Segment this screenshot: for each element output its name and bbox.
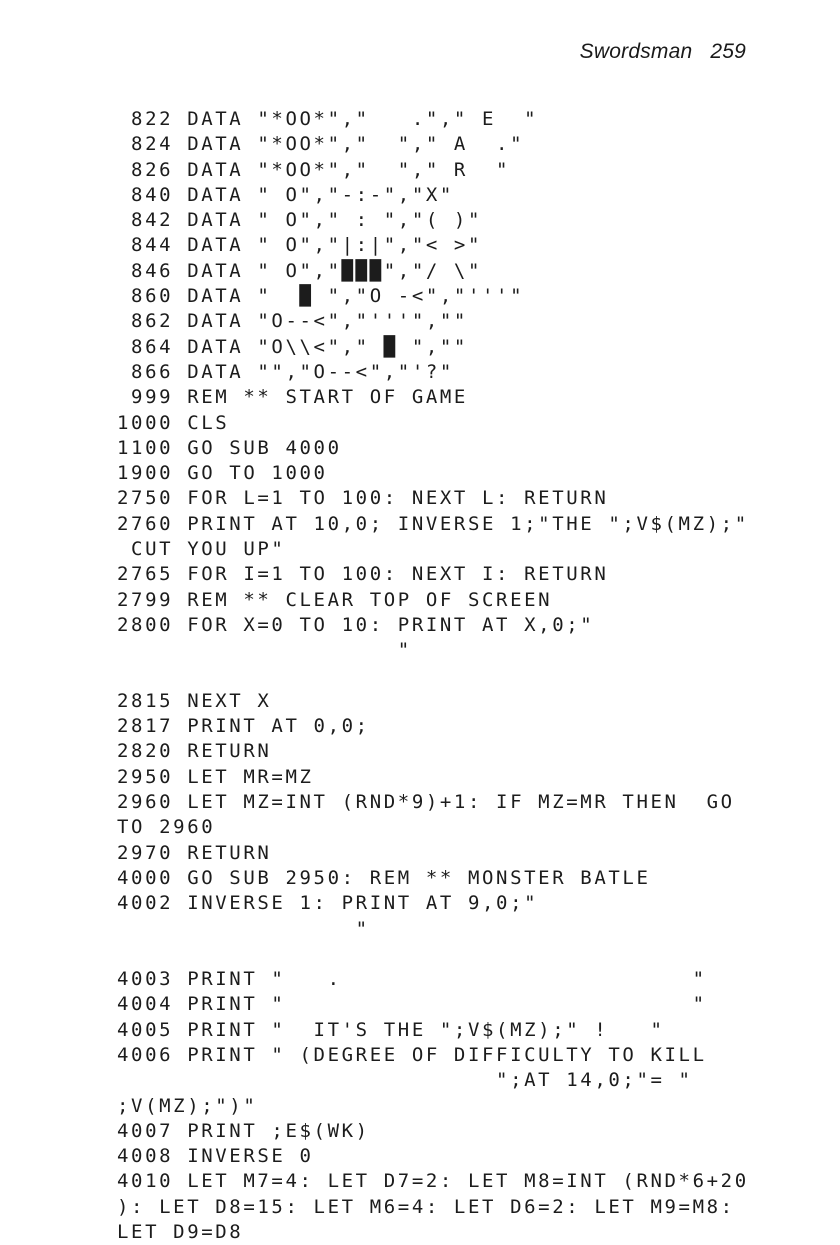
code-line: 4008 INVERSE 0: [117, 1145, 314, 1168]
code-line: [117, 942, 797, 967]
code-line: 4005 PRINT " IT'S THE ";V$(MZ);" ! ": [117, 1018, 665, 1041]
code-line: 860 DATA " █ ","O -<","'''": [117, 285, 525, 308]
code-line: ): LET D8=15: LET M6=4: LET D6=2: LET M9=M8:: [117, 1195, 735, 1218]
code-line: 4002 INVERSE 1: PRINT AT 9,0;": [117, 892, 539, 915]
code-line: 842 DATA " O"," : ","( )": [117, 209, 483, 232]
code-line: 1900 GO TO 1000: [117, 462, 328, 485]
code-line: 2970 RETURN: [117, 841, 272, 864]
code-line: 2817 PRINT AT 0,0;: [117, 715, 370, 738]
code-line: 840 DATA " O","-:-","X": [117, 183, 454, 206]
code-line: 4010 LET M7=4: LET D7=2: LET M8=INT (RND*6+20: [117, 1170, 749, 1193]
code-line: LET D9=D8: [117, 1221, 244, 1244]
code-line: [117, 664, 797, 689]
code-line: ;V(MZ);")": [117, 1094, 258, 1117]
code-line: 822 DATA "*OO*"," ."," E ": [117, 108, 539, 130]
code-line: 826 DATA "*OO*"," "," R ": [117, 158, 511, 181]
page-number: 259: [710, 40, 746, 63]
code-line: ";AT 14,0;"= ": [117, 1069, 693, 1092]
code-line: 866 DATA "","O--<","'?": [117, 360, 454, 383]
code-line: 2799 REM ** CLEAR TOP OF SCREEN: [117, 588, 553, 611]
code-line: 2960 LET MZ=INT (RND*9)+1: IF MZ=MR THEN GO: [117, 791, 735, 814]
code-line: 2950 LET MR=MZ: [117, 765, 314, 788]
code-line: 1100 GO SUB 4000: [117, 436, 342, 459]
code-line: 846 DATA " O","███","/ \": [117, 259, 483, 282]
code-line: 4006 PRINT " (DEGREE OF DIFFICULTY TO KILL: [117, 1043, 707, 1066]
code-line: 1000 CLS: [117, 411, 230, 434]
code-line: 862 DATA "O--<","'''","": [117, 310, 468, 333]
code-line: ": [117, 639, 412, 662]
code-line: 2815 NEXT X: [117, 689, 272, 712]
program-listing: [117, 107, 797, 1245]
code-line: TO 2960: [117, 816, 216, 839]
code-line: 2750 FOR L=1 TO 100: NEXT L: RETURN: [117, 487, 609, 510]
code-line: 2765 FOR I=1 TO 100: NEXT I: RETURN: [117, 563, 609, 586]
chapter-title: Swordsman: [579, 40, 693, 63]
code-line: 4000 GO SUB 2950: REM ** MONSTER BATLE: [117, 866, 651, 889]
code-line: 864 DATA "O\\<"," █ ","": [117, 335, 468, 358]
code-line: ": [117, 917, 370, 940]
code-line: CUT YOU UP": [117, 538, 286, 561]
code-line: 2760 PRINT AT 10,0; INVERSE 1;"THE ";V$(MZ);": [117, 512, 749, 535]
code-line: 824 DATA "*OO*"," "," A .": [117, 133, 525, 156]
code-line: 2820 RETURN: [117, 740, 272, 763]
code-line: 4007 PRINT ;E$(WK): [117, 1119, 370, 1142]
code-line: 999 REM ** START OF GAME: [117, 386, 468, 409]
code-line: 2800 FOR X=0 TO 10: PRINT AT X,0;": [117, 613, 595, 636]
code-line: 844 DATA " O","|:|","< >": [117, 234, 483, 257]
running-head: [580, 40, 746, 64]
code-line: 4003 PRINT " . ": [117, 968, 707, 991]
code-line: 4004 PRINT " ": [117, 993, 707, 1016]
